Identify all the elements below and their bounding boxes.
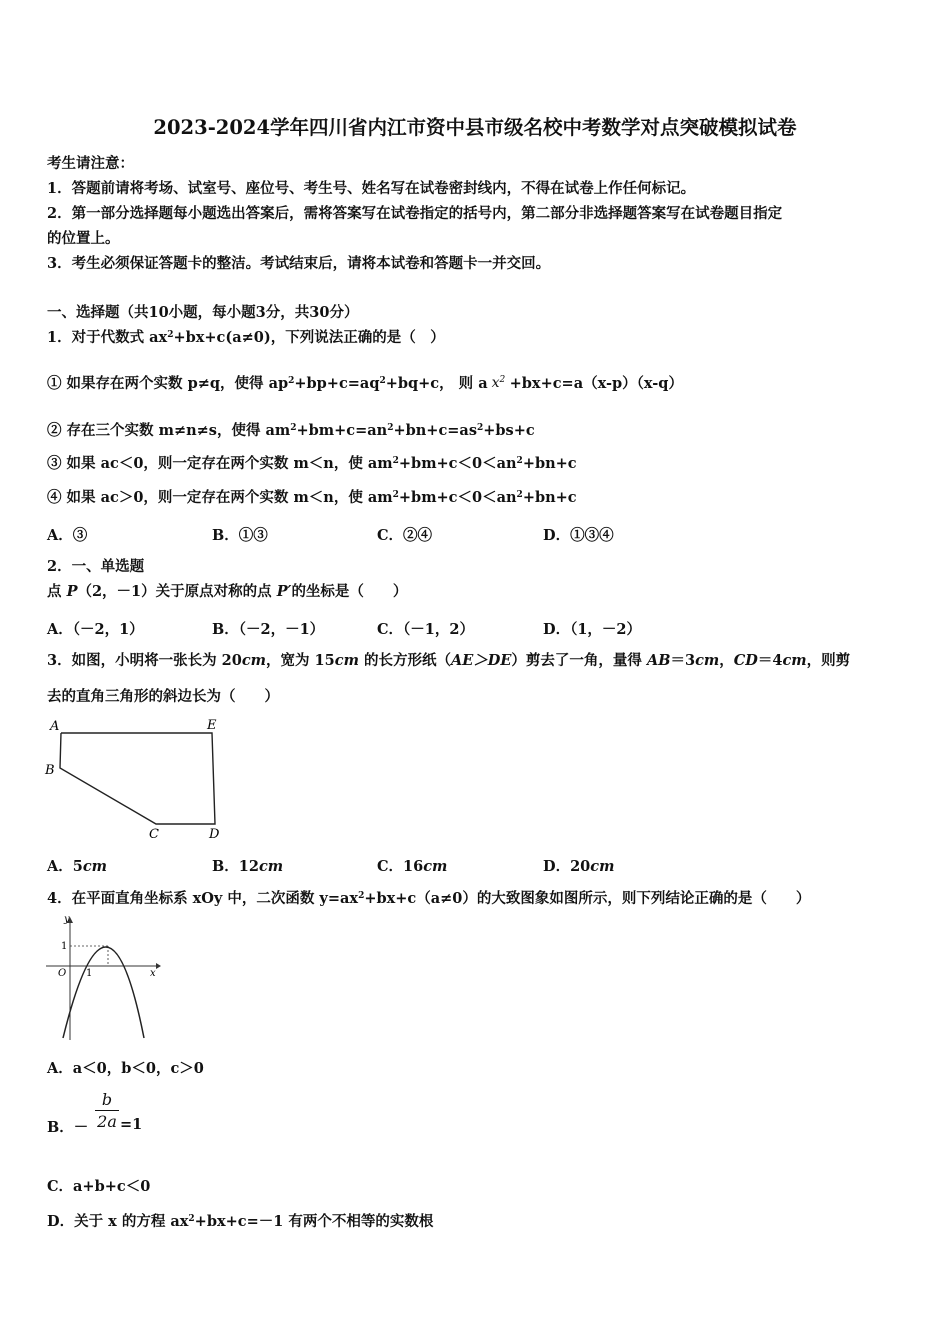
- q4-option-d[interactable]: D．关于 x 的方程 $ax^2+bx+c=-1$ 有两个不相等的实数根: [47, 1213, 434, 1230]
- q1-option-c[interactable]: C．②④: [377, 527, 433, 544]
- label-e: E: [207, 718, 217, 733]
- notice-item: 的位置上。: [47, 230, 120, 247]
- parabola-curve: [63, 947, 144, 1038]
- notice-heading: 考生请注意：: [47, 155, 134, 172]
- q3-stem: 3．如图，小明将一张长为 20cm，宽为 15cm 的长方形纸（AE＞DE）剪去了一角，量得 AB＝3cm，CD＝4cm，则剪: [47, 652, 851, 669]
- x-axis-arrow: [156, 963, 161, 969]
- q4-parabola-graph: [44, 914, 164, 1042]
- q4-option-b-fraction: $\frac{b}{2a}$: [95, 1090, 119, 1131]
- q2-option-b[interactable]: B．（－2，－1）: [212, 621, 325, 638]
- q1-statement-1: ① 如果存在两个实数 p≠q，使得 $ap^2+bp+c=aq^2+bq+c$， 则 a $x^2$ +bx+c=a（x-p）（x-q）: [47, 375, 683, 392]
- q4-option-a[interactable]: A．a＜0，b＜0，c＞0: [47, 1060, 204, 1077]
- origin-label: O: [58, 968, 67, 979]
- notice-item: 2．第一部分选择题每小题选出答案后，需将答案写在试卷指定的括号内，第二部分非选择题答案写在试卷题目指定: [47, 205, 783, 222]
- q3-stem-line2: 去的直角三角形的斜边长为（ ）: [47, 688, 279, 705]
- q4-stem: 4．在平面直角坐标系 xOy 中，二次函数 $y=ax^2+bx+c(a\ne 0)$的大致图象如图所示，则下列结论正确的是（ ）: [47, 890, 811, 907]
- q2-option-a[interactable]: A．（－2，1）: [47, 621, 144, 638]
- q3-option-d[interactable]: D．20cm: [543, 858, 615, 875]
- q1-option-b[interactable]: B．①③: [212, 527, 268, 544]
- label-a: A: [50, 719, 60, 734]
- q3-option-b[interactable]: B．12cm: [212, 858, 284, 875]
- label-c: C: [149, 827, 159, 842]
- q1-statement-2: ② 存在三个实数 m≠n≠s，使得 $am^2+bm+c=an^2+bn+c=as^2+bs+c$: [47, 422, 535, 439]
- q1-option-a[interactable]: A．③: [47, 527, 88, 544]
- label-d: D: [209, 827, 220, 842]
- label-b: B: [45, 763, 55, 778]
- q1-statement-3: ③ 如果 ac＜0，则一定存在两个实数 m＜n，使 $am^2+bm+c<0<an^2+bn+c$: [47, 455, 577, 472]
- q3-option-c[interactable]: C．16cm: [377, 858, 448, 875]
- q3-option-a[interactable]: A．5cm: [47, 858, 108, 875]
- x-one-label: 1: [86, 968, 93, 979]
- page-title: 2023-2024学年四川省内江市资中县市级名校中考数学对点突破模拟试卷: [153, 116, 797, 139]
- q3-figure: [44, 714, 234, 844]
- q2-option-c[interactable]: C．（－1，2）: [377, 621, 474, 638]
- notice-item: 3．考生必须保证答题卡的整洁。考试结束后，请将本试卷和答题卡一并交回。: [47, 255, 551, 272]
- x-squared: $x^2$: [491, 375, 506, 391]
- q4-option-b[interactable]: B．－: [47, 1119, 89, 1136]
- y-label: y: [64, 914, 70, 925]
- q1-option-d[interactable]: D．①③④: [543, 527, 614, 544]
- q1-statement-4: ④ 如果 ac＞0，则一定存在两个实数 m＜n，使 $am^2+bm+c<0<an^2+bn+c$: [47, 489, 577, 506]
- q2-option-d[interactable]: D．（1，－2）: [543, 621, 642, 638]
- y-one-label: 1: [61, 941, 68, 952]
- q4-option-b-suffix: =1: [120, 1116, 143, 1133]
- notice-item: 1．答题前请将考场、试室号、座位号、考生号、姓名写在试卷密封线内，不得在试卷上作任何标记。: [47, 180, 696, 197]
- q2-section-label: 2．一、单选题: [47, 558, 145, 575]
- cut-rectangle-outline: [60, 733, 215, 824]
- x-label: x: [150, 968, 156, 979]
- section-heading: 一、选择题（共10小题，每小题3分，共30分）: [47, 304, 359, 321]
- q4-option-c[interactable]: C．a+b+c＜0: [47, 1178, 151, 1195]
- q2-stem: 点 P（2，－1）关于原点对称的点 P′的坐标是（ ）: [47, 583, 408, 600]
- q1-stem: 1．对于代数式 $ax^2+bx+c(a\ne 0)$，下列说法正确的是（ ）: [47, 329, 445, 346]
